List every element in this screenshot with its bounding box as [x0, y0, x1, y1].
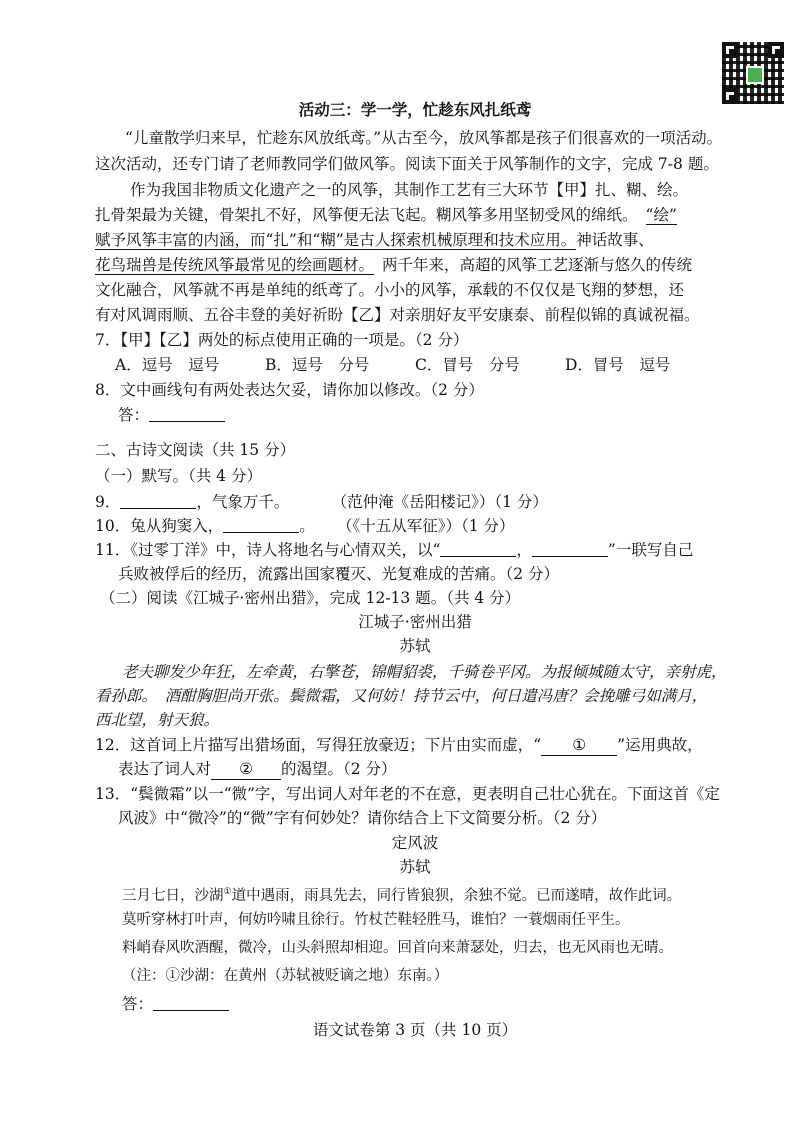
option-d[interactable]: D．冒号 逗号 — [565, 356, 671, 374]
question-7-options — [115, 355, 755, 375]
poem-2-note: （注：①沙湖：在黄州（苏轼被贬谪之地）东南。） — [122, 968, 449, 984]
poem-1-author: 苏轼 — [399, 637, 431, 655]
q11-blank-1[interactable] — [440, 541, 516, 557]
option-b[interactable]: B．逗号 分号 — [265, 356, 370, 374]
poem-2-preface: 三月七日，沙湖①道中遇雨，雨具先去，同行皆狼狈，余独不觉。已而遂晴，故作此词。 — [122, 887, 682, 904]
poem-1-title: 江城子·密州出猎 — [358, 613, 472, 631]
intro-line-2: 这次活动，还专门请了老师教同学们做风筝。阅读下面关于风筝制作的文字，完成 7-8 题。 — [95, 155, 719, 173]
poem-1-line-2: 看孙郎。 酒酣胸胆尚开张。鬓微霜，又何妨！持节云中，何日遣冯唐？会挽雕弓如满月， — [95, 687, 708, 705]
question-11-cont: 兵败被俘后的经历，流露出国家覆灭、光复难成的苦痛。（2 分） — [118, 565, 560, 583]
poem-2-title: 定风波 — [391, 834, 439, 852]
passage-line-6: 有对风调雨顺、五谷丰登的美好祈盼【乙】对亲朋好友平安康泰、前程似锦的真诚祝福。 — [95, 306, 700, 324]
question-9: 9． ，气象万千。 （范仲淹《岳阳楼记》）（1 分） — [95, 493, 548, 511]
passage-line-4: 花鸟瑞兽是传统风筝最常见的绘画题材。 两千年来，高超的风筝工艺逐渐与悠久的传统 — [95, 256, 693, 274]
question-12-cont: 表达了词人对 ② 的渴望。（2 分） — [118, 760, 397, 778]
question-7: 7．【甲】【乙】两处的标点使用正确的一项是。（2 分） — [95, 331, 469, 349]
section-2-heading: 二、古诗文阅读（共 15 分） — [95, 441, 296, 459]
poem-1-line-1: 老夫聊发少年狂，左牵黄，右擎苍，锦帽貂裘，千骑卷平冈。为报倾城随太守，亲射虎， — [122, 663, 727, 681]
poem-2-author: 苏轼 — [399, 858, 431, 876]
poem-2-line-1: 莫听穿林打叶声，何妨吟啸且徐行。竹杖芒鞋轻胜马，谁怕？一蓑烟雨任平生。 — [122, 912, 630, 928]
subsection-2-heading: （二）阅读《江城子·密州出猎》，完成 12-13 题。（共 4 分） — [100, 589, 521, 607]
activity-title: 活动三：学一学，忙趁东风扎纸鸢 — [298, 100, 532, 119]
q12-blank-1[interactable]: ① — [541, 735, 617, 756]
question-11: 11．《过零丁洋》中，诗人将地名与心情双关，以“ ， ”一联写自己 — [95, 541, 694, 559]
q10-blank[interactable] — [223, 517, 299, 533]
poem-2-line-2: 料峭春风吹酒醒，微冷，山头斜照却相迎。回首向来萧瑟处，归去，也无风雨也无晴。 — [122, 940, 673, 956]
option-a[interactable]: A．逗号 逗号 — [115, 356, 220, 374]
subsection-1-heading: （一）默写。（共 4 分） — [95, 467, 262, 485]
question-10: 10．兔从狗窦入， 。 （《十五从军征》）（1 分） — [95, 517, 515, 535]
question-13-line-1: 13．“鬓微霜”以一“微”字，写出词人对年老的不在意，更表明自己壮心犹在。下面这首《定 — [95, 785, 720, 803]
question-8: 8．文中画线句有两处表达欠妥，请你加以修改。（2 分） — [95, 381, 484, 399]
passage-line-3: 赋予风筝丰富的内涵，而“扎”和“糊”是古人探索机械原理和技术应用。神话故事、 — [95, 231, 654, 249]
answer-13-blank[interactable] — [153, 995, 229, 1011]
passage-line-5: 文化融合，风筝就不再是单纯的纸鸢了。小小的风筝，承载的不仅仅是飞翔的梦想，还 — [95, 281, 685, 299]
question-12: 12．这首词上片描写出猎场面，写得狂放豪迈；下片由实而虚，“ ① ”运用典故， — [95, 736, 703, 754]
option-c[interactable]: C．冒号 分号 — [415, 356, 520, 374]
q11-blank-2[interactable] — [532, 541, 608, 557]
page-footer: 语文试卷第 3 页（共 10 页） — [312, 1021, 518, 1039]
intro-line-1: “儿童散学归来早，忙趁东风放纸鸢。”从古至今，放风筝都是孩子们很喜欢的一项活动。 — [125, 129, 723, 147]
passage-line-1: 作为我国非物质文化遗产之一的风筝，其制作工艺有三大环节【甲】扎、糊、绘。 — [130, 181, 689, 199]
qr-code — [722, 42, 784, 104]
answer-13: 答： — [122, 994, 762, 1014]
q9-blank[interactable] — [120, 493, 196, 509]
q12-blank-2[interactable]: ② — [211, 759, 281, 780]
answer-8: 答： — [118, 405, 758, 425]
answer-8-blank[interactable] — [149, 406, 225, 422]
poem-1-line-3: 西北望，射天狼。 — [95, 711, 220, 729]
passage-line-2: 扎骨架最为关键，骨架扎不好，风筝便无法飞起。糊风筝多用坚韧受风的绵纸。 “绘” — [95, 206, 677, 224]
question-13-line-2: 风波》中“微冷”的“微”字有何妙处？请你结合上下文简要分析。（2 分） — [118, 809, 607, 827]
